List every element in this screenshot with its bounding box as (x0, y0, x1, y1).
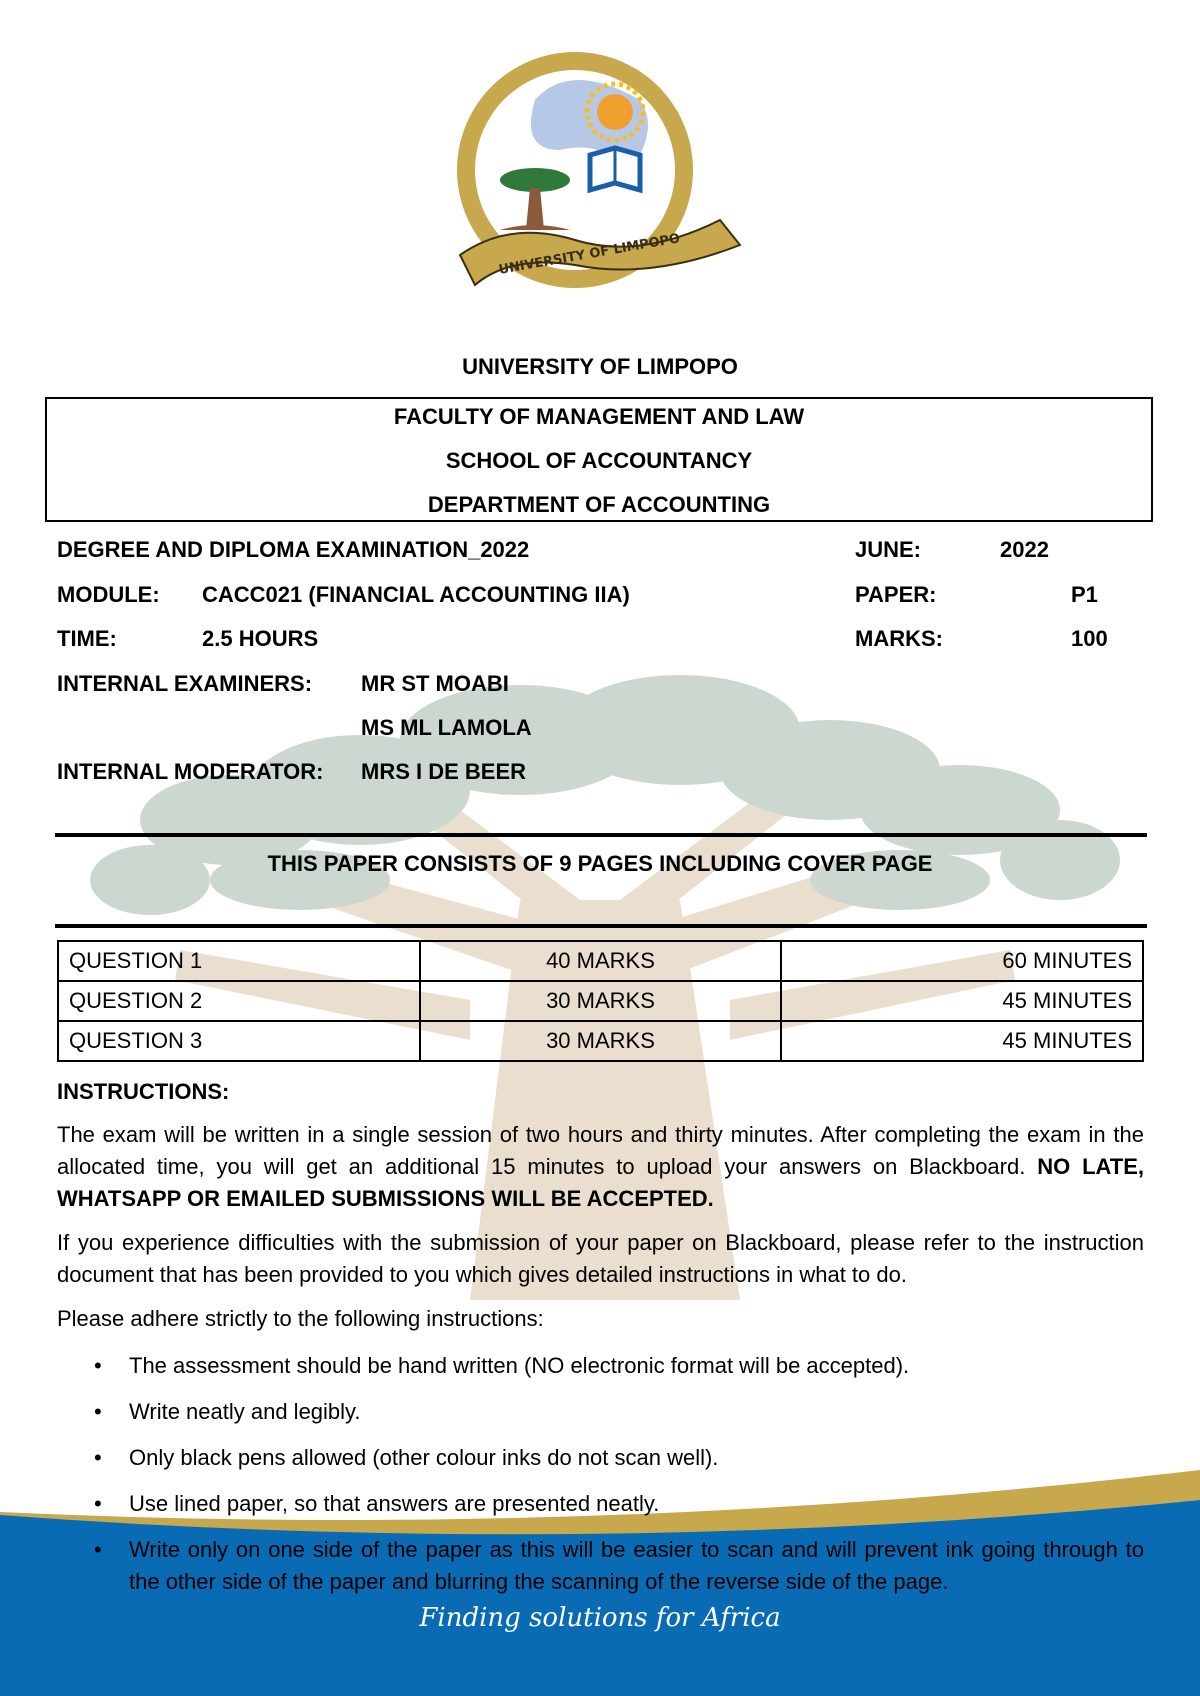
marks-cell: 40 MARKS (420, 941, 782, 981)
question-cell: QUESTION 2 (58, 981, 420, 1021)
marks-label: MARKS: (855, 626, 943, 651)
minutes-cell: 45 MINUTES (781, 981, 1143, 1021)
time-label: TIME: (57, 626, 117, 651)
examiner-1: MR ST MOABI (361, 671, 509, 696)
university-logo (440, 40, 770, 300)
table-row (58, 1021, 1143, 1061)
minutes-cell: 45 MINUTES (781, 1021, 1143, 1061)
examiner-2: MS ML LAMOLA (361, 715, 532, 740)
time-value: 2.5 HOURS (202, 626, 319, 651)
table-row (58, 981, 1143, 1021)
marks-cell: 30 MARKS (420, 1021, 782, 1061)
paper-label: PAPER: (855, 582, 937, 607)
pages-notice: THIS PAPER CONSISTS OF 9 PAGES INCLUDING COVER PAGE (267, 851, 933, 876)
list-item: • Use lined paper, so that answers are presented neatly. (129, 1488, 1144, 1520)
marks-value: 100 (1071, 626, 1108, 651)
book-icon (590, 148, 640, 190)
instruction-list (57, 1350, 1144, 1612)
question-cell: QUESTION 3 (58, 1021, 420, 1061)
list-item: • Write only on one side of the paper as this will be easier to scan and will prevent ink going through to the other side of the paper and blurring the scanning of the reverse side of the page. (129, 1534, 1144, 1598)
exam-title: DEGREE AND DIPLOMA EXAMINATION_2022 (57, 537, 530, 562)
paper-value: P1 (1071, 582, 1098, 607)
list-item: • The assessment should be hand written (NO electronic format will be accepted). (129, 1350, 1144, 1382)
module-value: CACC021 (FINANCIAL ACCOUNTING IIA) (202, 582, 630, 607)
department-name: DEPARTMENT OF ACCOUNTING (427, 492, 771, 517)
instructions-paragraph-3: Please adhere strictly to the following instructions: (57, 1306, 544, 1331)
faculty-name: FACULTY OF MANAGEMENT AND LAW (393, 404, 805, 429)
instructions-paragraph-1 (57, 1119, 1144, 1215)
footer-motto: Finding solutions for Africa (419, 1603, 781, 1633)
examiners-label: INTERNAL EXAMINERS: (57, 671, 313, 696)
moderator-name: MRS I DE BEER (361, 759, 527, 784)
logo-banner-text: UNIVERSITY OF LIMPOPO (497, 231, 682, 278)
paragraph-1-warning: NO LATE, WHATSAPP OR EMAILED SUBMISSIONS WILL BE ACCEPTED. (57, 1154, 1144, 1211)
month-label: JUNE: (855, 537, 922, 562)
faculty-box (45, 397, 1153, 522)
exam-year: 2022 (1000, 537, 1049, 562)
university-title: UNIVERSITY OF LIMPOPO (462, 354, 738, 379)
divider-top (55, 833, 1147, 837)
module-label: MODULE: (57, 582, 160, 607)
instructions-paragraph-2: If you experience difficulties with the submission of your paper on Blackboard, please refer to the instruction document that has been provided to you which gives detailed instructions in what to do. (57, 1230, 1144, 1287)
marks-cell: 30 MARKS (420, 981, 782, 1021)
school-name: SCHOOL OF ACCOUNTANCY (445, 448, 753, 473)
instructions-heading: INSTRUCTIONS: (57, 1079, 230, 1104)
table-row (58, 941, 1143, 981)
minutes-cell: 60 MINUTES (781, 941, 1143, 981)
paragraph-1-text: The exam will be written in a single session of two hours and thirty minutes. After completing the exam in the allocated time, you will get an additional 15 minutes to upload your answers on Blackboard. (57, 1122, 1144, 1179)
list-item: • Only black pens allowed (other colour inks do not scan well). (129, 1442, 1144, 1474)
question-table (57, 940, 1144, 1062)
question-cell: QUESTION 1 (58, 941, 420, 981)
divider-bottom (55, 924, 1147, 928)
list-item: • Write neatly and legibly. (129, 1396, 1144, 1428)
moderator-label: INTERNAL MODERATOR: (57, 759, 324, 784)
